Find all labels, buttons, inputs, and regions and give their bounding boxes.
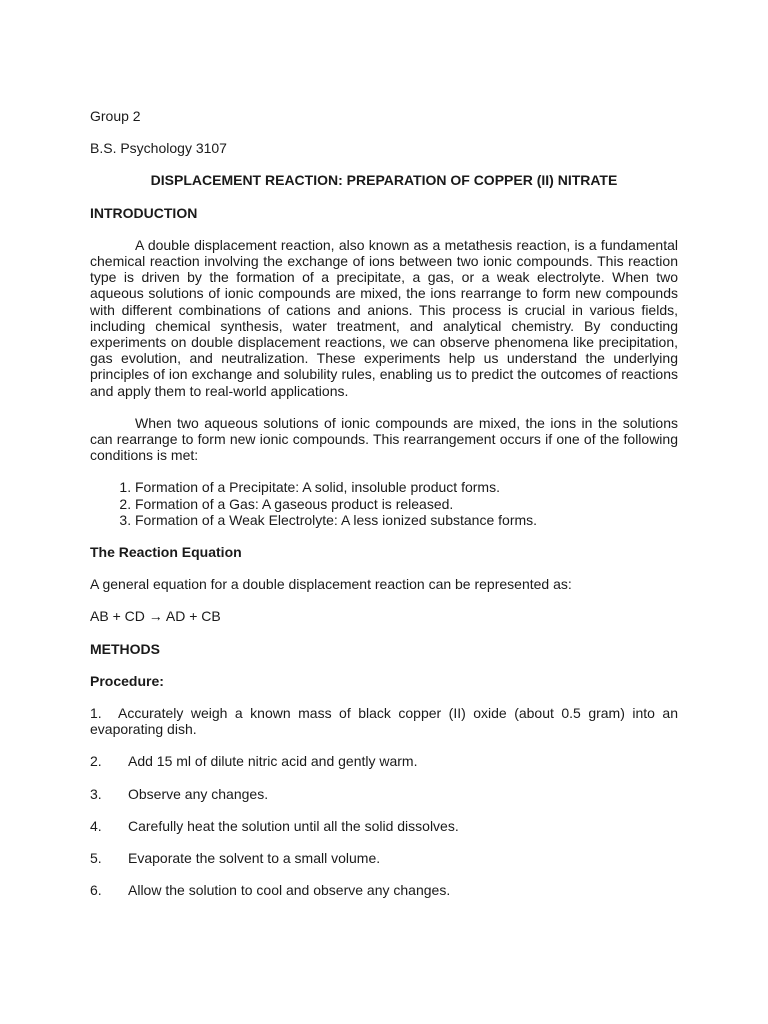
course-label: B.S. Psychology 3107	[90, 140, 227, 157]
reaction-equation: AB + CD → AD + CB	[90, 608, 221, 625]
document-title: DISPLACEMENT REACTION: PREPARATION OF COPPER (II) NITRATE	[150, 172, 618, 189]
step-number: 4.	[90, 817, 102, 834]
methods-heading: METHODS	[90, 640, 160, 657]
introduction-paragraph-1: A double displacement reaction, also known as a metathesis reaction, is a fundamental chemical reaction involving the exchange of ions between two ionic compounds. This reaction type is driven by the formation of a precipitate, a gas, or a weak electrolyte. When two aqueous solutions of ionic compounds are mixed, the ions rearrange to form new compounds with different combinations of cations and anions. This process is crucial in various fields, including chemical synthesis, water treatment, and analytical chemistry. By conducting experiments on double displacement reactions, we can observe phenomena like precipitation, gas evolution, and neutralization. These experiments help us understand the underlying principles of ion exchange and solubility rules, enabling us to predict the outcomes of reactions and apply them to real-world applications.	[90, 236, 678, 399]
group-label: Group 2	[90, 108, 141, 124]
procedure-step	[90, 818, 678, 834]
step-number: 1.	[90, 705, 102, 722]
step-number: 3.	[90, 785, 102, 802]
condition-item: 3. Formation of a Weak Electrolyte: A less ionized substance forms.	[135, 512, 678, 528]
procedure-step	[90, 850, 678, 866]
procedure-step	[90, 705, 678, 737]
introduction-paragraph-2: When two aqueous solutions of ionic compounds are mixed, the ions in the solutions can rearrange to form new ionic compounds. This rearrangement occurs if one of the following conditions is met:	[90, 414, 678, 464]
procedure-heading: Procedure:	[90, 672, 164, 689]
step-text: Observe any changes.	[128, 785, 269, 802]
step-text: Add 15 ml of dilute nitric acid and gently warm.	[128, 753, 418, 770]
step-number: 5.	[90, 850, 102, 867]
step-number: 2.	[90, 753, 102, 770]
step-text: Carefully heat the solution until all the solid dissolves.	[128, 817, 459, 834]
procedure-step	[90, 786, 678, 802]
conditions-list	[90, 479, 678, 528]
step-number: 6.	[90, 882, 102, 899]
introduction-heading: INTRODUCTION	[90, 204, 198, 221]
reaction-heading: The Reaction Equation	[90, 544, 242, 561]
step-text: Allow the solution to cool and observe any changes.	[128, 882, 451, 899]
condition-item: 2. Formation of a Gas: A gaseous product is released.	[135, 496, 678, 512]
reaction-text: A general equation for a double displacement reaction can be represented as:	[90, 576, 572, 593]
procedure-step	[90, 882, 678, 898]
step-text: Accurately weigh a known mass of black copper (II) oxide (about 0.5 gram) into an evaporating dish.	[90, 705, 678, 738]
condition-item: 1. Formation of a Precipitate: A solid, insoluble product forms.	[135, 479, 678, 495]
step-text: Evaporate the solvent to a small volume.	[128, 850, 381, 867]
procedure-step	[90, 753, 678, 769]
